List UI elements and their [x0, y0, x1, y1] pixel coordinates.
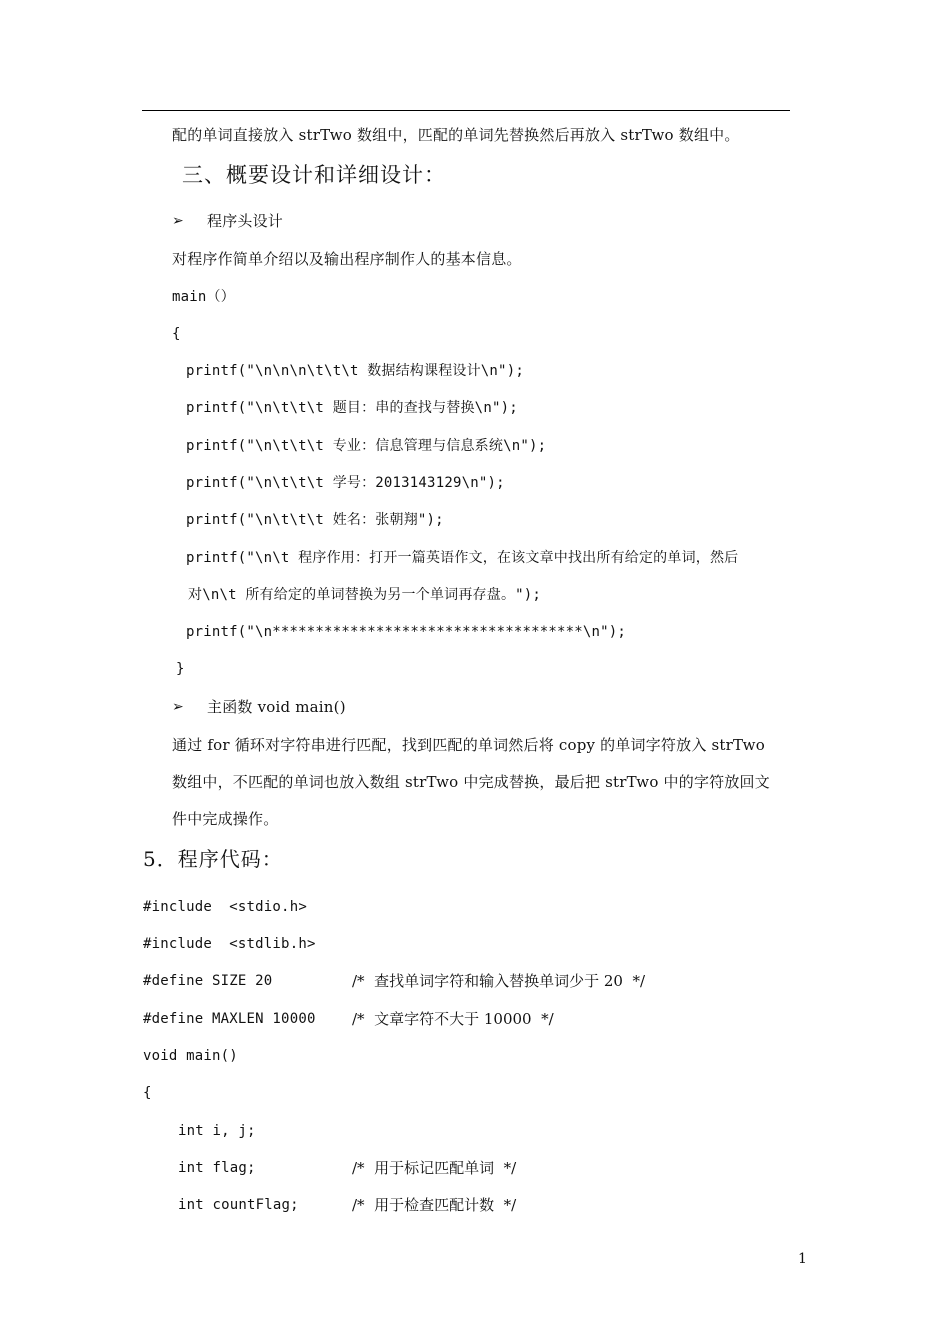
code-comment: /* 用于检查匹配计数 */ — [352, 1196, 517, 1214]
header-code-line: printf("\n\t\t\t 题目：串的查找与替换\n"); — [186, 400, 518, 416]
header-code-line: { — [172, 326, 181, 342]
program-code-line: int i, j; — [178, 1123, 256, 1139]
program-code-line: #define SIZE 20 — [143, 973, 273, 989]
bullet-arrow-icon: ➢ — [172, 699, 184, 715]
code-comment: /* 用于标记匹配单词 */ — [352, 1159, 517, 1177]
program-code-line: int flag; — [178, 1160, 256, 1176]
program-header-description: 对程序作简单介绍以及输出程序制作人的基本信息。 — [172, 250, 522, 268]
header-rule — [142, 110, 790, 111]
code-comment: /* 文章字符不大于 10000 */ — [352, 1010, 554, 1028]
paragraph-intro-tail: 配的单词直接放入 strTwo 数组中，匹配的单词先替换然后再放入 strTwo 数组中。 — [172, 126, 740, 144]
program-header-title: 程序头设计 — [207, 212, 284, 230]
header-code-line: printf("\n\n\n\t\t\t 数据结构课程设计\n"); — [186, 363, 524, 379]
header-code-line: } — [176, 661, 185, 677]
main-description-line: 件中完成操作。 — [172, 810, 279, 828]
main-description-line: 数组中，不匹配的单词也放入数组 strTwo 中完成替换，最后把 strTwo 中的字符放回文 — [172, 773, 770, 791]
page-number: 1 — [798, 1251, 807, 1267]
header-code-line: printf("\n\t 程序作用：打开一篇英语作文，在该文章中找出所有给定的单词，然后 — [186, 550, 739, 566]
code-comment: /* 查找单词字符和输入替换单词少于 20 */ — [352, 972, 646, 990]
header-code-line: 对\n\t 所有给定的单词替换为另一个单词再存盘。"); — [188, 587, 542, 603]
section-five-heading: 5．程序代码： — [143, 847, 283, 871]
section-three-heading: 三、概要设计和详细设计： — [182, 163, 446, 187]
header-code-line: printf("\n\t\t\t 专业：信息管理与信息系统\n"); — [186, 438, 547, 454]
program-code-line: void main() — [143, 1048, 238, 1064]
header-code-line: printf("\n\t\t\t 学号：2013143129\n"); — [186, 475, 505, 491]
header-code-line: printf("\n\t\t\t 姓名：张朝翔"); — [186, 512, 444, 528]
program-code-line: int countFlag; — [178, 1197, 299, 1213]
main-function-title: 主函数 void main() — [207, 698, 346, 716]
header-code-line: printf("\n************************************\n"); — [186, 624, 627, 640]
program-code-line: #define MAXLEN 10000 — [143, 1011, 316, 1027]
program-code-line: #include <stdlib.h> — [143, 936, 316, 952]
header-code-line: main（） — [172, 289, 235, 305]
program-code-line: { — [143, 1085, 152, 1101]
main-description-line: 通过 for 循环对字符串进行匹配，找到匹配的单词然后将 copy 的单词字符放入 strTwo — [172, 736, 765, 754]
bullet-arrow-icon: ➢ — [172, 213, 184, 229]
program-code-line: #include <stdio.h> — [143, 899, 307, 915]
